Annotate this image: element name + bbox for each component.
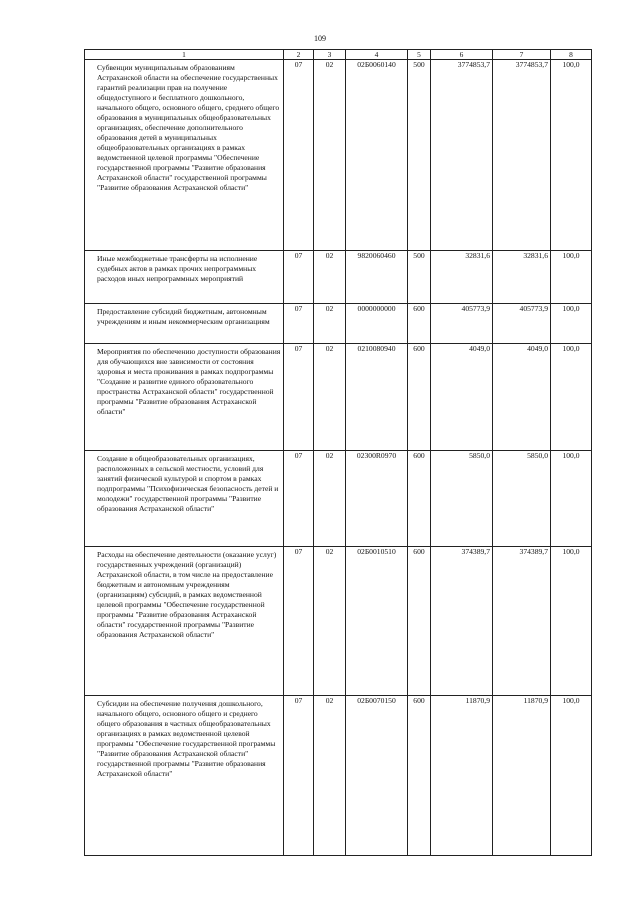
- execution-percent: 100,0: [551, 547, 592, 696]
- expense-type-code: 600: [408, 304, 431, 344]
- expense-type-code: 600: [408, 696, 431, 856]
- row-description: Создание в общеобразовательных организациях, расположенных в сельской местности, условий для занятий физической культурой и спортом в рамках подпрограммы "Психофизическая безопасность детей и молодежи" государственной программы "Развитие образования Астраханской области": [85, 451, 284, 547]
- expense-type-code: 500: [408, 251, 431, 304]
- executed-amount: 11870,9: [493, 696, 551, 856]
- planned-amount: 4049,0: [431, 344, 493, 451]
- row-description: Субвенции муниципальным образованиям Астраханской области на обеспечение государственных гарантий реализации прав на получение общедоступного и бесплатного дошкольного, начального общего, основного общего, среднего общего образования в муниципальных общеобразовательных организациях, обеспечение дополнительного образования детей в муниципальных общеобразовательных организациях в рамках ведомственной целевой программы "Обеспечение государственной программы "Развитие образования Астраханской области" государственной программы "Развитие образования Астраханской области": [85, 60, 284, 251]
- target-article-code: 0210080940: [346, 344, 408, 451]
- page-number: 109: [314, 34, 326, 43]
- executed-amount: 4049,0: [493, 344, 551, 451]
- target-article-code: 02Б0010510: [346, 547, 408, 696]
- section-code: 07: [284, 251, 314, 304]
- column-header: 7: [493, 50, 551, 60]
- column-header: 3: [314, 50, 346, 60]
- expense-type-code: 600: [408, 547, 431, 696]
- planned-amount: 5850,0: [431, 451, 493, 547]
- executed-amount: 5850,0: [493, 451, 551, 547]
- row-description: Мероприятия по обеспечению доступности образования для обучающихся вне зависимости от состояния здоровья и места проживания в рамках подпрограммы "Создание и развитие единого образовательного пространства Астраханской области" государственной программы "Развитие образования Астраханской области": [85, 344, 284, 451]
- section-code: 07: [284, 547, 314, 696]
- planned-amount: 32831,6: [431, 251, 493, 304]
- planned-amount: 3774853,7: [431, 60, 493, 251]
- expense-type-code: 500: [408, 60, 431, 251]
- expense-type-code: 600: [408, 344, 431, 451]
- section-code: 07: [284, 451, 314, 547]
- table-row: [85, 547, 592, 696]
- planned-amount: 405773,9: [431, 304, 493, 344]
- column-header: 1: [85, 50, 284, 60]
- column-header: 2: [284, 50, 314, 60]
- execution-percent: 100,0: [551, 60, 592, 251]
- table-row: [85, 696, 592, 856]
- subsection-code: 02: [314, 451, 346, 547]
- executed-amount: 32831,6: [493, 251, 551, 304]
- column-header: 5: [408, 50, 431, 60]
- execution-percent: 100,0: [551, 451, 592, 547]
- row-description: Субсидии на обеспечение получения дошкольного, начального общего, основного общего и среднего общего образования в частных общеобразовательных организациях в рамках ведомственной целевой программы "Обеспечение государственной программы "Развитие образования Астраханской области" государственной программы "Развитие образования Астраханской области": [85, 696, 284, 856]
- header-row: [85, 50, 592, 60]
- table-row: [85, 451, 592, 547]
- section-code: 07: [284, 60, 314, 251]
- planned-amount: 374389,7: [431, 547, 493, 696]
- executed-amount: 3774853,7: [493, 60, 551, 251]
- execution-percent: 100,0: [551, 304, 592, 344]
- executed-amount: 405773,9: [493, 304, 551, 344]
- column-header: 8: [551, 50, 592, 60]
- execution-percent: 100,0: [551, 251, 592, 304]
- table-row: [85, 60, 592, 251]
- target-article-code: 0000000000: [346, 304, 408, 344]
- target-article-code: 02Б0070150: [346, 696, 408, 856]
- target-article-code: 02300R0970: [346, 451, 408, 547]
- column-header: 6: [431, 50, 493, 60]
- section-code: 07: [284, 344, 314, 451]
- target-article-code: 9820060460: [346, 251, 408, 304]
- row-description: Расходы на обеспечение деятельности (оказание услуг) государственных учреждений (организаций) Астраханской области, в том числе на предоставление бюджетным и автономным учреждениям (организациям) субсидий, в рамках ведомственной целевой программы "Обеспечение государственной программы "Развитие образования Астраханской области" государственной программы "Развитие образования Астраханской области": [85, 547, 284, 696]
- subsection-code: 02: [314, 251, 346, 304]
- subsection-code: 02: [314, 547, 346, 696]
- table-row: [85, 344, 592, 451]
- execution-percent: 100,0: [551, 696, 592, 856]
- execution-percent: 100,0: [551, 344, 592, 451]
- table-row: [85, 251, 592, 304]
- subsection-code: 02: [314, 304, 346, 344]
- subsection-code: 02: [314, 344, 346, 451]
- subsection-code: 02: [314, 696, 346, 856]
- row-description: Предоставление субсидий бюджетным, автономным учреждениям и иным некоммерческим организациям: [85, 304, 284, 344]
- subsection-code: 02: [314, 60, 346, 251]
- section-code: 07: [284, 696, 314, 856]
- budget-table: [84, 49, 592, 856]
- target-article-code: 02Б0060140: [346, 60, 408, 251]
- planned-amount: 11870,9: [431, 696, 493, 856]
- column-header: 4: [346, 50, 408, 60]
- table-row: [85, 304, 592, 344]
- expense-type-code: 600: [408, 451, 431, 547]
- executed-amount: 374389,7: [493, 547, 551, 696]
- row-description: Иные межбюджетные трансферты на исполнение судебных актов в рамках прочих непрограммных расходов иных непрограммных мероприятий: [85, 251, 284, 304]
- section-code: 07: [284, 304, 314, 344]
